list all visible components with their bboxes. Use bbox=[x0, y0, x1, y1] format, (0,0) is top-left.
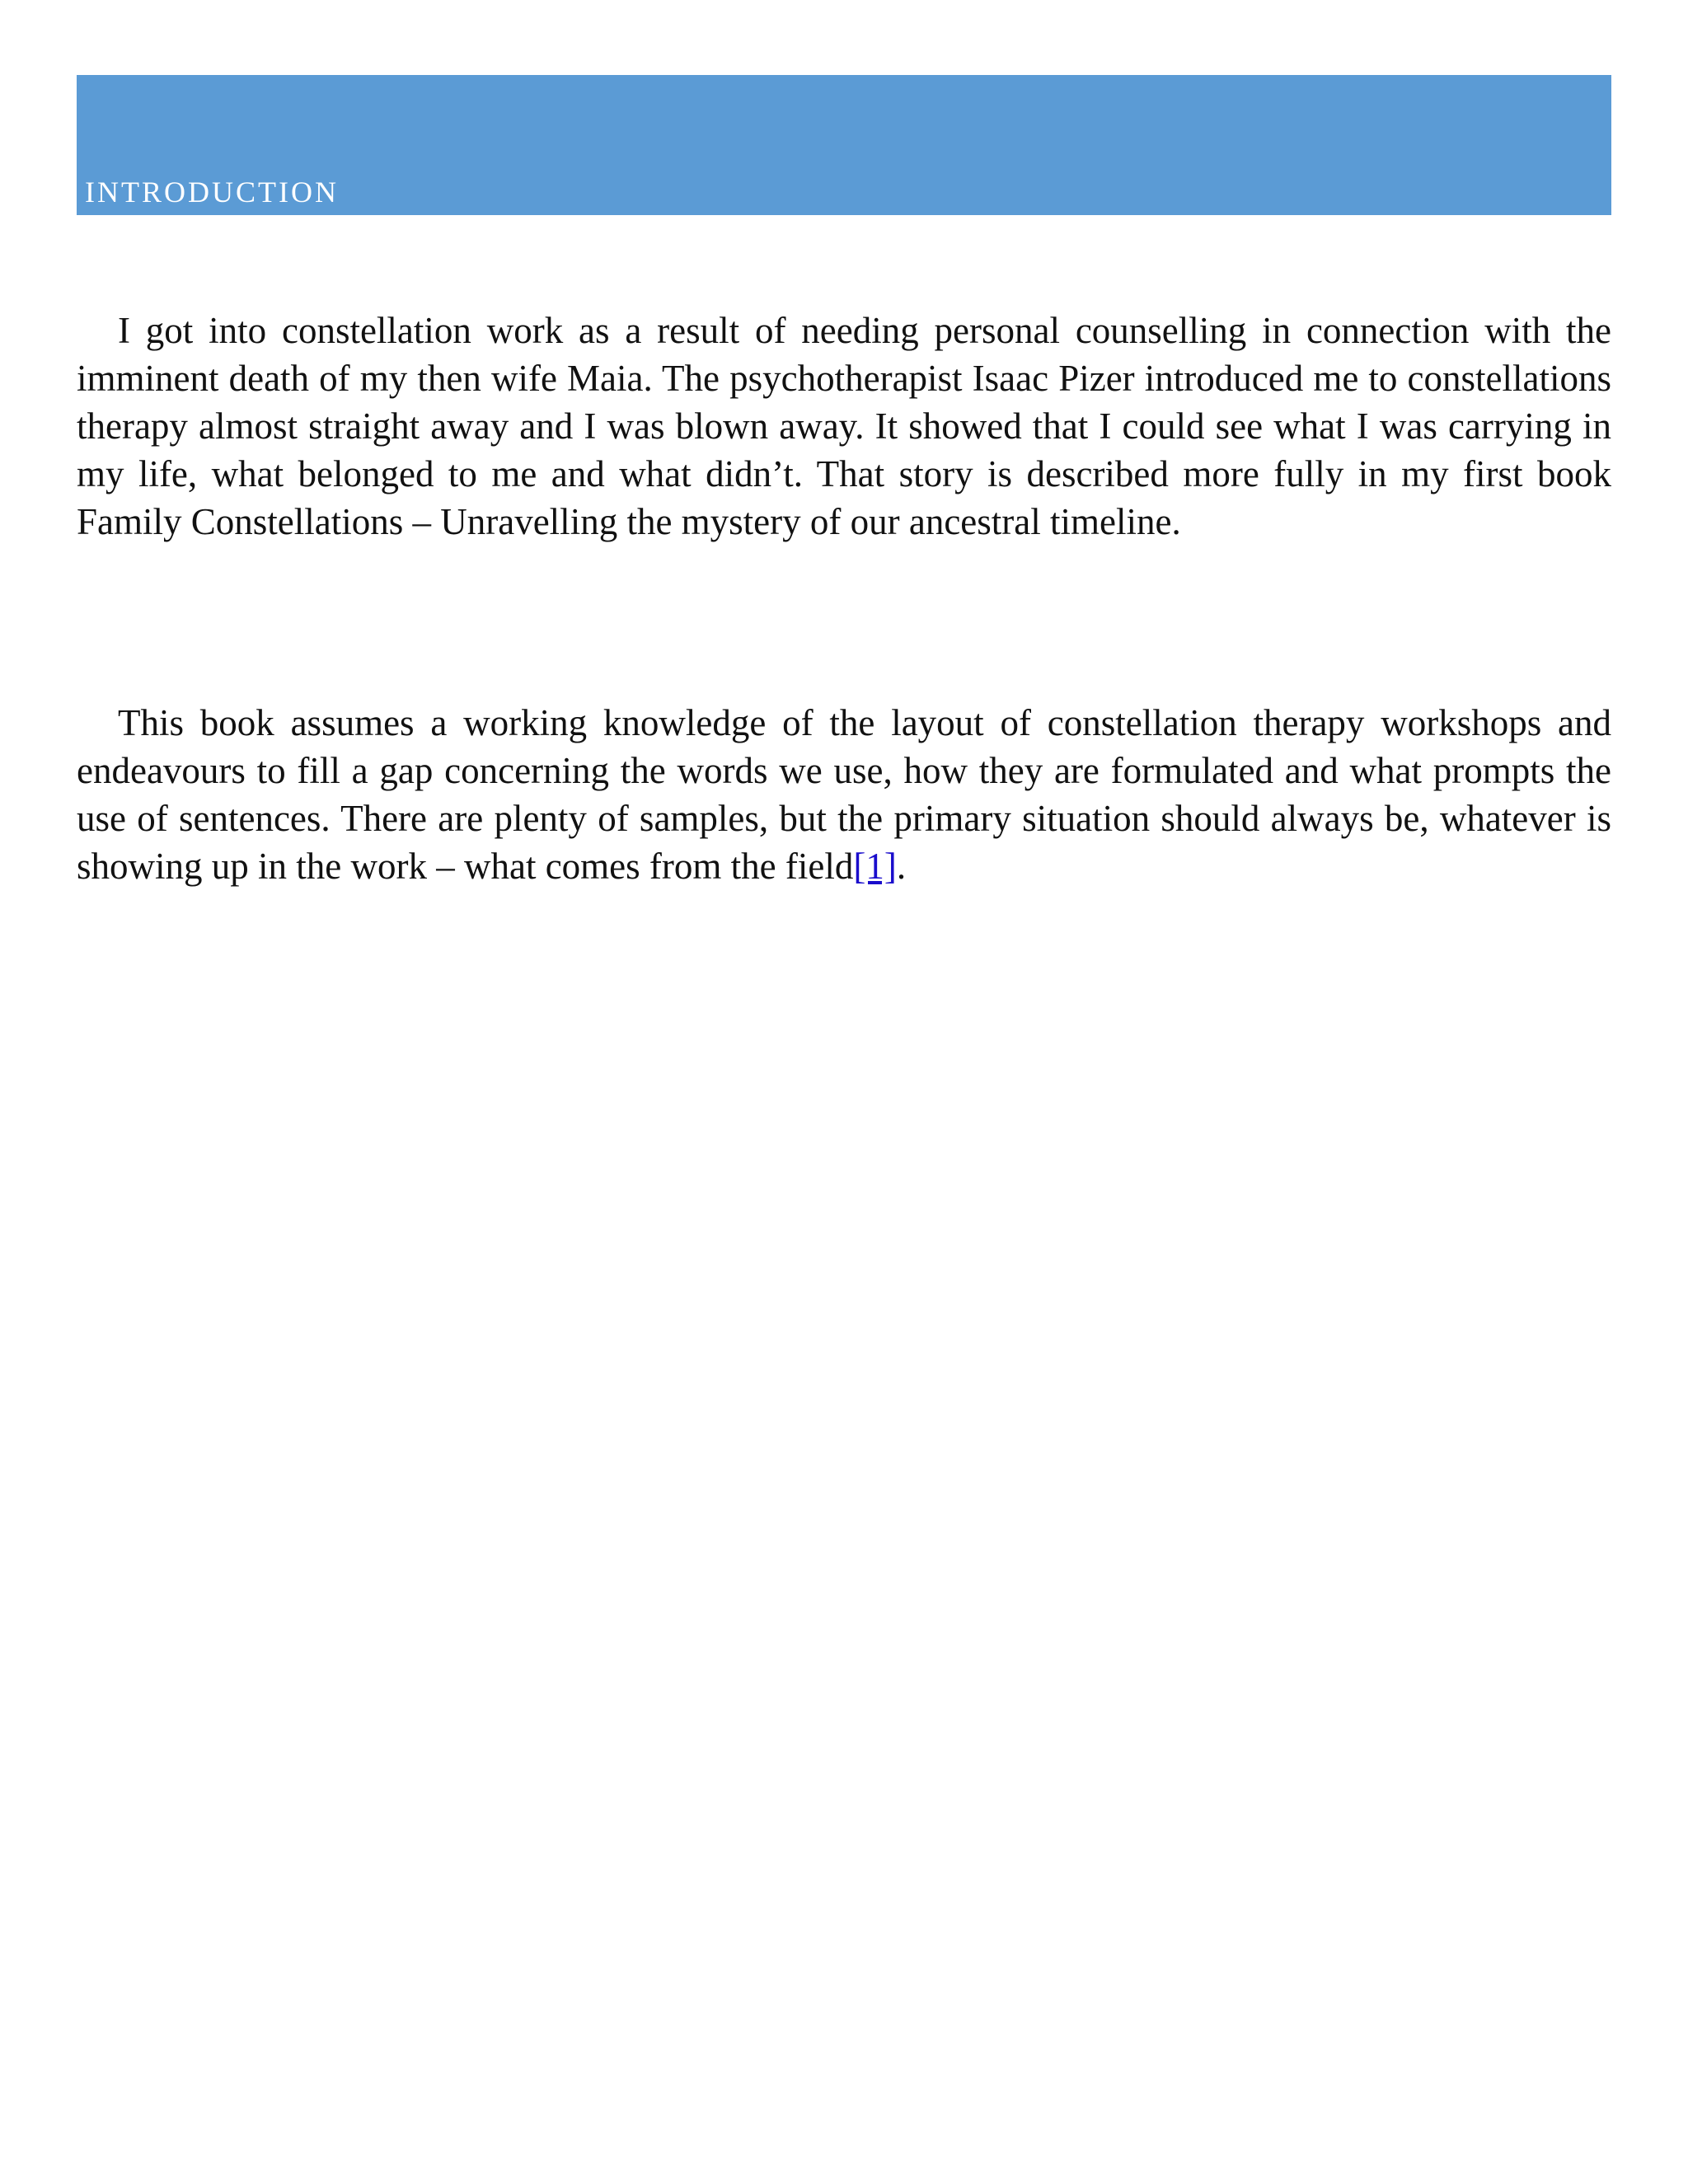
paragraph-2 bbox=[77, 699, 1611, 890]
paragraph-2-text: This book assumes a working knowledge of the layout of constellation therapy workshops and endeavours to fill a gap concerning the words we use, how they are formulated and what prompts the use of sentences. There are plenty of samples, but the primary situation should always be, whatever is showing up in the work – what comes from the field bbox=[77, 702, 1611, 887]
paragraph-1: I got into constellation work as a result of needing personal counselling in connection with the imminent death of my then wife Maia. The psychotherapist Isaac Pizer introduced me to constellations therapy almost straight away and I was blown away. It showed that I could see what I was carrying in my life, what belonged to me and what didn’t. That story is described more fully in my first book Family Constellations – Unravelling the mystery of our ancestral timeline. bbox=[77, 310, 1611, 542]
paragraph-2-end: . bbox=[896, 846, 907, 887]
chapter-title: INTRODUCTION bbox=[85, 176, 339, 209]
footnote-link-1[interactable]: [1] bbox=[853, 846, 897, 887]
chapter-header-band bbox=[77, 75, 1611, 215]
